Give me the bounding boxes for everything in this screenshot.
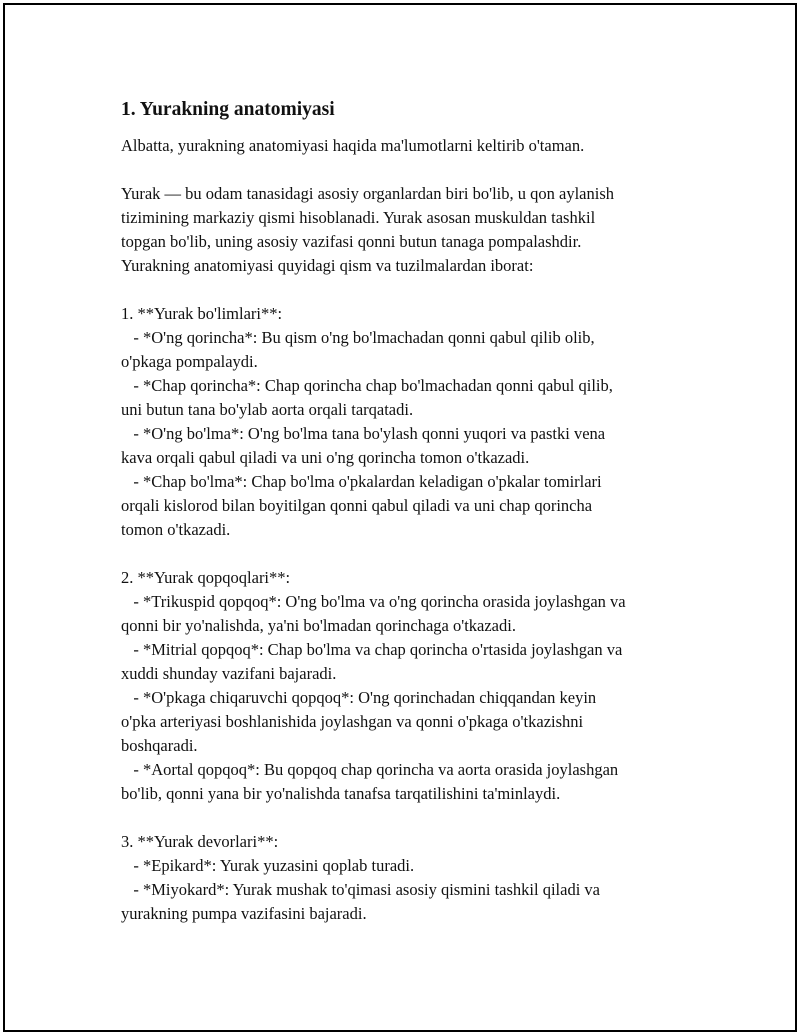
list-item-line: - *Mitrial qopqoq*: Chap bo'lma va chap qorincha o'rtasida joylashgan va [121, 640, 623, 659]
list-item-line: xuddi shunday vazifani bajaradi. [121, 664, 337, 683]
section-heart-walls [121, 830, 701, 926]
paragraph-line: Yurakning anatomiyasi quyidagi qism va tuzilmalardan iborat: [121, 256, 534, 275]
paragraph-line: Yurak — bu odam tanasidagi asosiy organlardan biri bo'lib, u qon aylanish [121, 184, 614, 203]
list-item-line: - *Miyokard*: Yurak mushak to'qimasi asosiy qismini tashkil qiladi va [121, 880, 600, 899]
list-item-line: yurakning pumpa vazifasini bajaradi. [121, 904, 367, 923]
list-item-line: - *O'ng qorincha*: Bu qism o'ng bo'lmachadan qonni qabul qilib olib, [121, 328, 595, 347]
list-item-line: - *Chap qorincha*: Chap qorincha chap bo'lmachadan qonni qabul qilib, [121, 376, 613, 395]
list-item-line: boshqaradi. [121, 736, 198, 755]
section-heading: 3. **Yurak devorlari**: [121, 832, 279, 851]
list-item-line: qonni bir yo'nalishda, ya'ni bo'lmadan qorinchaga o'tkazadi. [121, 616, 516, 635]
paragraph-line: topgan bo'lib, uning asosiy vazifasi qonni butun tanaga pompalashdir. [121, 232, 582, 251]
document-body [121, 97, 701, 950]
document-title: 1. Yurakning anatomiyasi [121, 99, 335, 120]
page-frame [3, 3, 797, 1032]
list-item-line: tomon o'tkazadi. [121, 520, 231, 539]
paragraph-line: tizimining markaziy qismi hisoblanadi. Yurak asosan muskuldan tashkil [121, 208, 596, 227]
list-item-line: - *Epikard*: Yurak yuzasini qoplab turadi. [121, 856, 415, 875]
list-item-line: - *Chap bo'lma*: Chap bo'lma o'pkalardan keladigan o'pkalar tomirlari [121, 472, 602, 491]
list-item-line: kava orqali qabul qiladi va uni o'ng qorincha tomon o'tkazadi. [121, 448, 530, 467]
list-item-line: bo'lib, qonni yana bir yo'nalishda tanafsa tarqatilishini ta'minlaydi. [121, 784, 561, 803]
intro-text: Albatta, yurakning anatomiyasi haqida ma'lumotlarni keltirib o'taman. [121, 136, 585, 155]
list-item-line: o'pka arteriyasi boshlanishida joylashgan va qonni o'pkaga o'tkazishni [121, 712, 584, 731]
overview-paragraph [121, 182, 701, 278]
list-item-line: uni butun tana bo'ylab aorta orqali tarqatadi. [121, 400, 414, 419]
section-heading: 1. **Yurak bo'limlari**: [121, 304, 283, 323]
list-item-line: - *Aortal qopqoq*: Bu qopqoq chap qorincha va aorta orasida joylashgan [121, 760, 619, 779]
section-heart-chambers [121, 302, 701, 542]
section-heart-valves [121, 566, 701, 806]
list-item-line: - *O'pkaga chiqaruvchi qopqoq*: O'ng qorinchadan chiqqandan keyin [121, 688, 597, 707]
list-item-line: - *Trikuspid qopqoq*: O'ng bo'lma va o'ng qorincha orasida joylashgan va [121, 592, 626, 611]
list-item-line: orqali kislorod bilan boyitilgan qonni qabul qiladi va uni chap qorincha [121, 496, 593, 515]
list-item-line: - *O'ng bo'lma*: O'ng bo'lma tana bo'ylash qonni yuqori va pastki vena [121, 424, 606, 443]
section-heading: 2. **Yurak qopqoqlari**: [121, 568, 291, 587]
list-item-line: o'pkaga pompalaydi. [121, 352, 258, 371]
